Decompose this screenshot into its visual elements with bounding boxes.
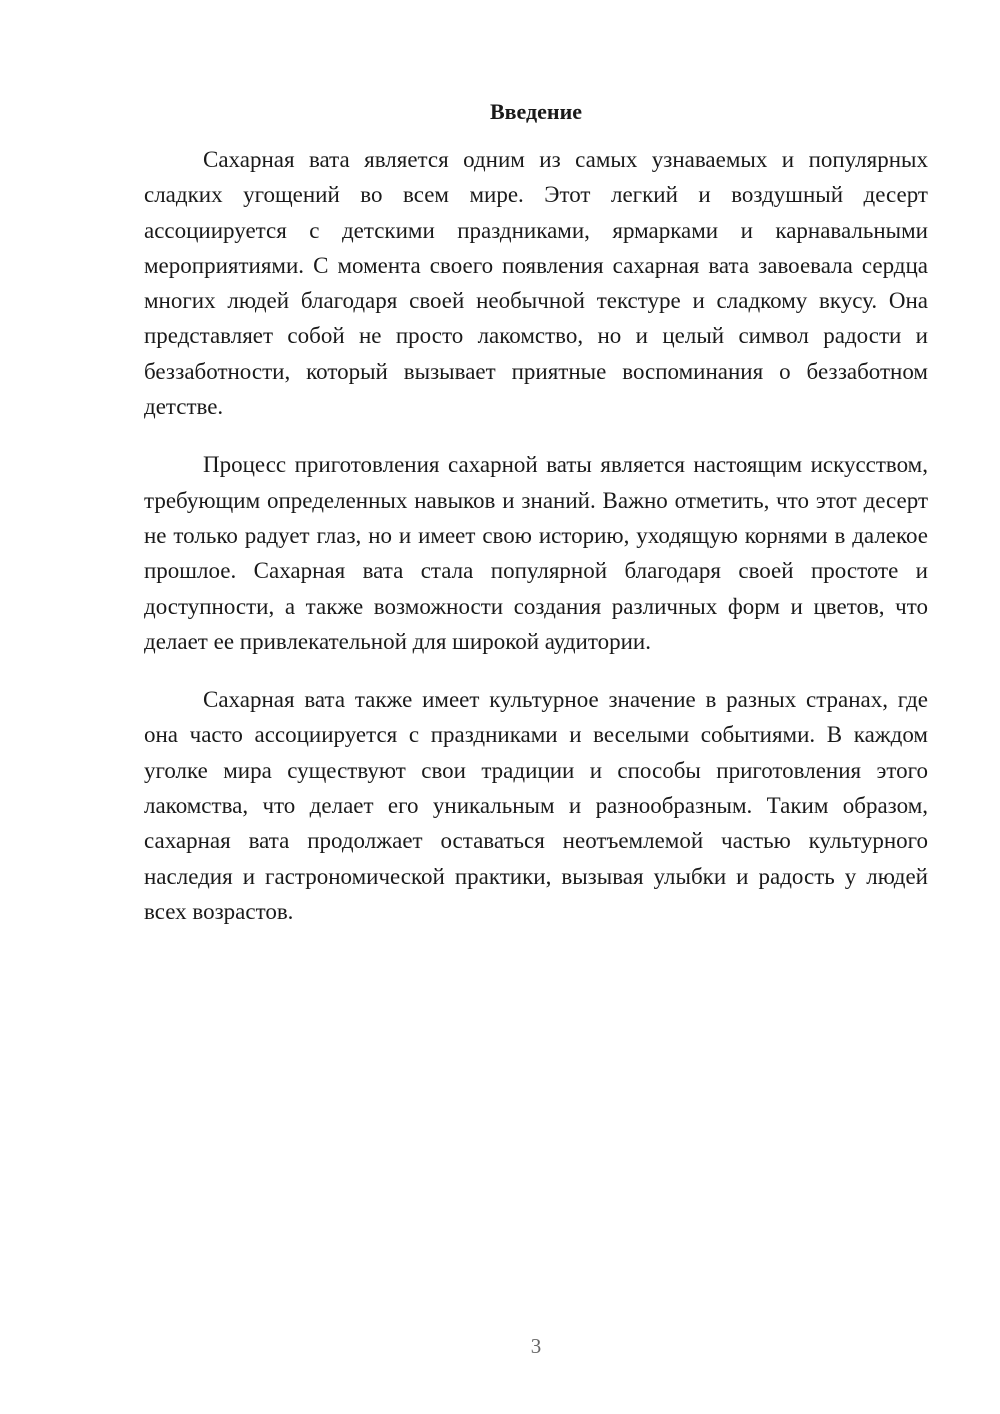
paragraph-2: Процесс приготовления сахарной ваты является настоящим искусством, требующим определенных навыков и знаний. Важно отметить, что этот десерт не только радует глаз, но и имеет свою историю, уходящую корнями в далекое прошлое. Сахарная вата стала популярной благодаря своей простоте и доступности, а также возможности создания различных форм и цветов, что делает ее привлекательной для широкой аудитории.	[144, 452, 928, 654]
paragraph-3: Сахарная вата также имеет культурное значение в разных странах, где она часто ассоциируется с праздниками и веселыми событиями. В каждом уголке мира существуют свои традиции и способы приготовления этого лакомства, что делает его уникальным и разнообразным. Таким образом, сахарная вата продолжает оставаться неотъемлемой частью культурного наследия и гастрономической практики, вызывая улыбки и радость у людей всех возрастов.	[144, 687, 928, 924]
paragraph-1: Сахарная вата является одним из самых узнаваемых и популярных сладких угощений во всем мире. Этот легкий и воздушный десерт ассоциируется с детскими праздниками, ярмарками и карнавальными мероприятиями. С момента своего появления сахарная вата завоевала сердца многих людей благодаря своей необычной текстуре и сладкому вкусу. Она представляет собой не просто лакомство, но и целый символ радости и беззаботности, который вызывает приятные воспоминания о беззаботном детстве.	[144, 147, 928, 420]
document-body	[144, 142, 928, 952]
page-number: 3	[530, 1334, 542, 1358]
section-heading: Введение	[489, 99, 583, 124]
